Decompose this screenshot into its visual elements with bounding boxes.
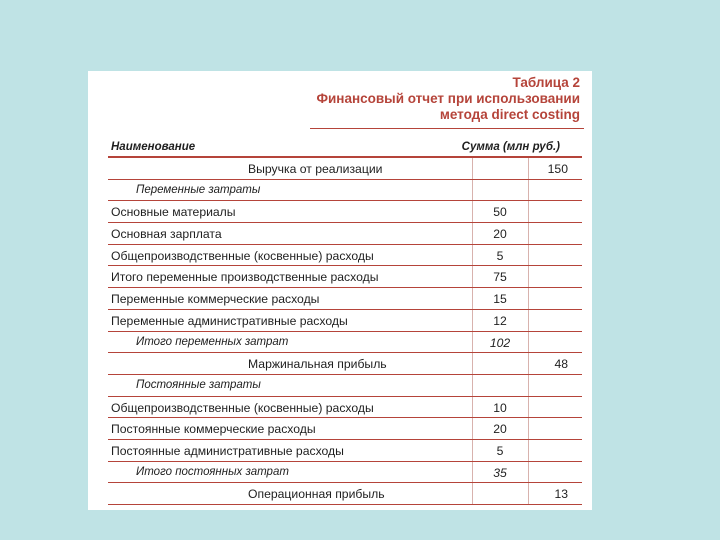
table-caption <box>316 75 580 123</box>
table-row <box>108 397 582 419</box>
table-row <box>108 223 582 245</box>
row-name: Переменные коммерческие расходы <box>111 292 320 307</box>
row-total: 48 <box>554 357 568 372</box>
caption-table-number: Таблица 2 <box>512 75 580 90</box>
table-row <box>108 288 582 310</box>
financial-report-table <box>108 137 582 505</box>
row-total: 13 <box>554 487 568 502</box>
row-name: Общепроизводственные (косвенные) расходы <box>111 400 374 415</box>
row-name: Итого переменные производственные расходы <box>111 270 379 285</box>
row-amount: 5 <box>496 248 504 263</box>
caption-title: Финансовый отчет при использовании <box>316 91 580 106</box>
row-name: Постоянные затраты <box>136 378 261 391</box>
table-row <box>108 201 582 223</box>
row-name: Постоянные административные расходы <box>111 443 344 458</box>
row-amount: 50 <box>493 205 507 220</box>
table-row <box>108 418 582 440</box>
row-amount: 12 <box>493 313 507 328</box>
row-amount: 20 <box>493 422 507 437</box>
table-row <box>108 462 582 484</box>
row-name: Переменные затраты <box>136 183 261 196</box>
caption-subtitle: метода direct costing <box>439 107 580 122</box>
row-amount: 5 <box>496 443 504 458</box>
row-amount: 35 <box>493 465 507 480</box>
document-page <box>88 71 592 510</box>
row-amount: 15 <box>493 292 507 307</box>
row-name: Итого постоянных затрат <box>136 465 289 478</box>
row-name: Общепроизводственные (косвенные) расходы <box>111 248 374 263</box>
table-row <box>108 375 582 397</box>
table-row <box>108 440 582 462</box>
row-name: Маржинальная прибыль <box>248 357 387 372</box>
table-row <box>108 245 582 267</box>
table-row <box>108 310 582 332</box>
row-amount: 20 <box>493 227 507 242</box>
row-amount: 102 <box>489 335 511 350</box>
table-row <box>108 158 582 180</box>
row-total: 150 <box>547 162 568 176</box>
header-sum: Сумма (млн руб.) <box>461 141 560 153</box>
row-amount: 75 <box>493 270 507 285</box>
row-name: Итого переменных затрат <box>136 335 289 348</box>
table-row <box>108 353 582 375</box>
table-row <box>108 266 582 288</box>
row-name: Выручка от реализации <box>248 162 383 176</box>
row-amount: 10 <box>493 400 507 415</box>
table-row <box>108 180 582 202</box>
row-name: Операционная прибыль <box>248 487 385 502</box>
header-name: Наименование <box>111 141 196 153</box>
row-name: Переменные административные расходы <box>111 313 348 328</box>
row-name: Основные материалы <box>111 205 236 220</box>
table-header <box>108 137 582 158</box>
caption-divider <box>310 128 584 129</box>
row-name: Постоянные коммерческие расходы <box>111 422 316 437</box>
row-name: Основная зарплата <box>111 227 222 242</box>
table-row <box>108 483 582 505</box>
table-row <box>108 332 582 354</box>
